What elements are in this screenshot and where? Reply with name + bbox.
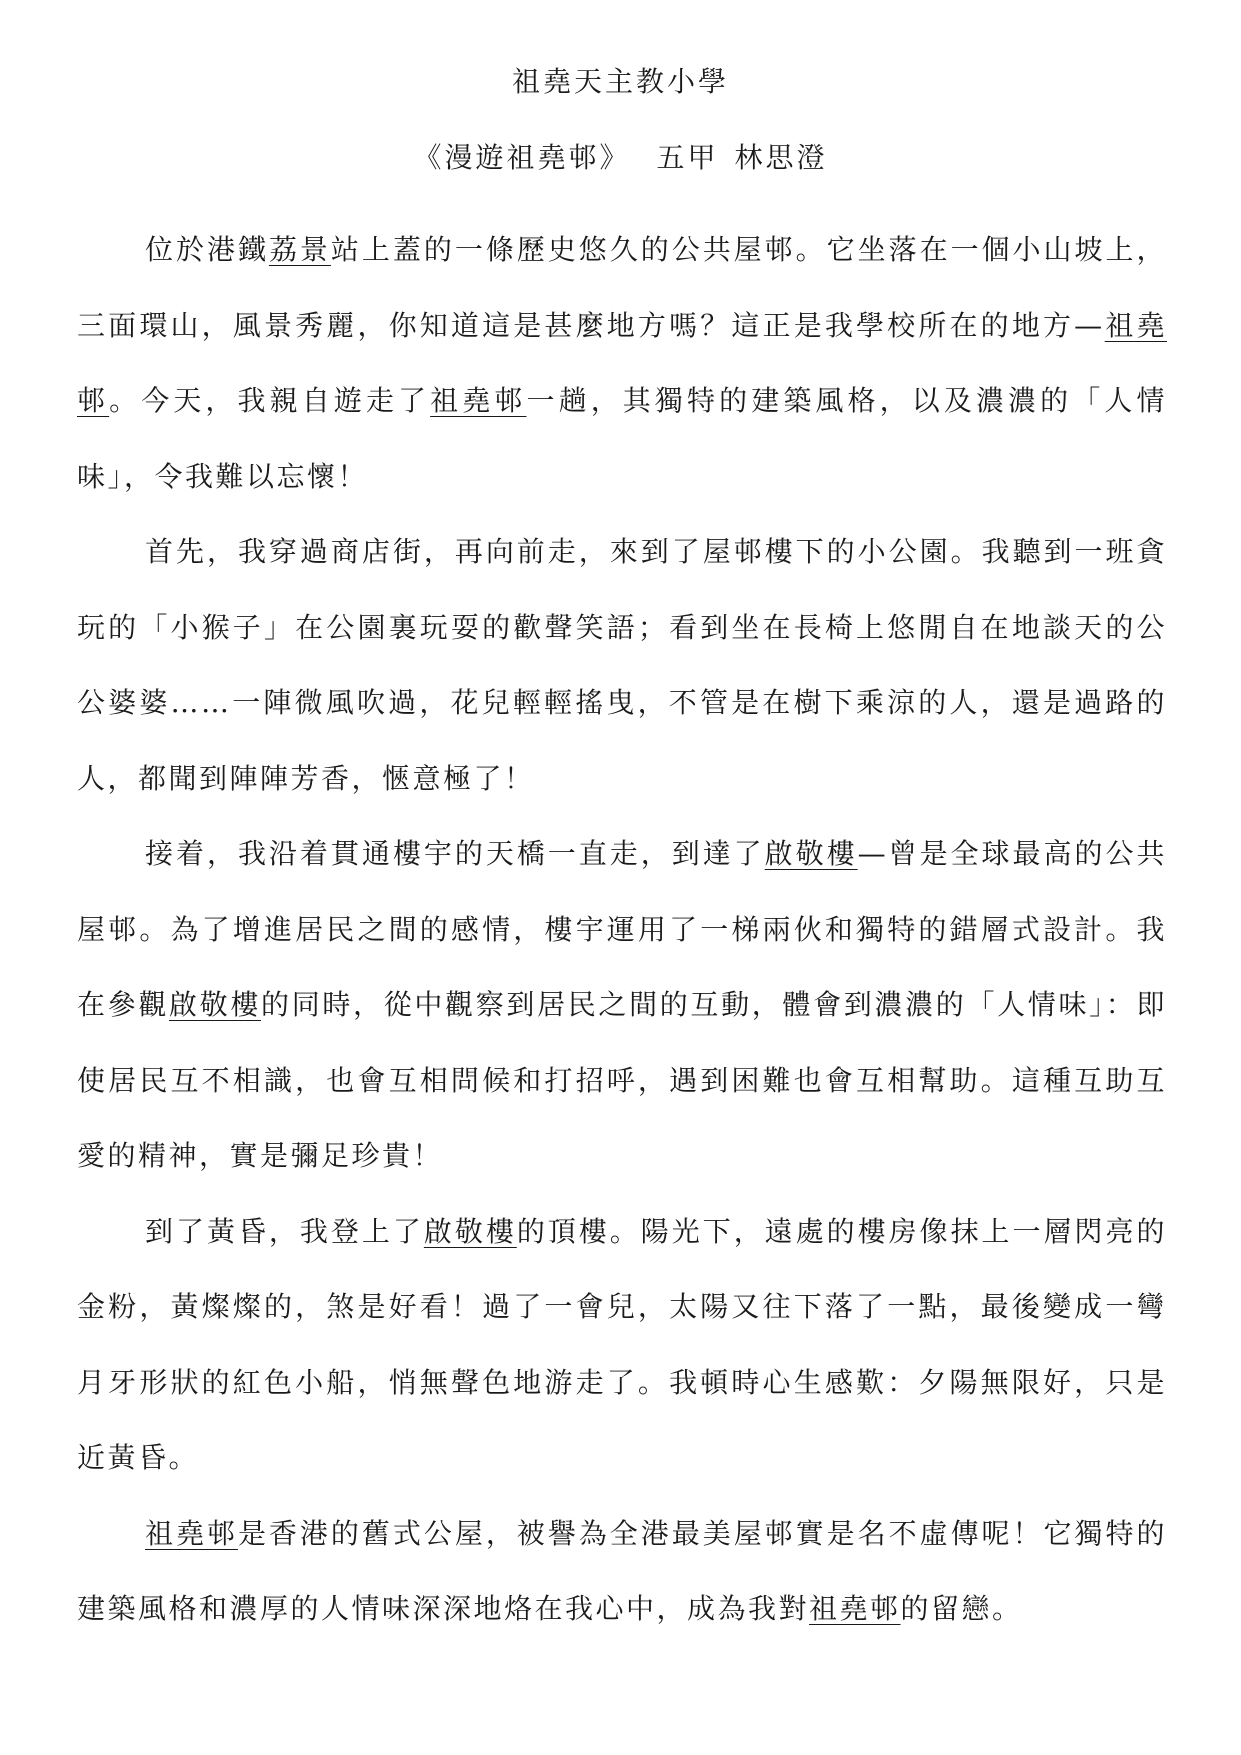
proper-noun: 啟敬樓 xyxy=(764,837,858,870)
essay-paragraph xyxy=(77,1496,1167,1647)
essay-paragraph xyxy=(77,212,1167,514)
school-name: 祖堯天主教小學 xyxy=(511,65,729,98)
essay-title: 《漫遊祖堯邨》 xyxy=(413,141,631,174)
paragraph-text: 的同時，從中觀察到居民之間的互動，體會到濃濃的「人情味」：即使居民互不相識，也會互相問候和打招呼，遇到困難也會互相幫助。這種互助互愛的精神，實是彌足珍貴！ xyxy=(77,988,1167,1172)
proper-noun: 祖堯邨 xyxy=(430,384,527,417)
class-name: 五甲 xyxy=(656,141,719,174)
paragraph-text: 的頂樓。陽光下，遠處的樓房像抹上一層閃亮的金粉，黃燦燦的，煞是好看！過了一會兒，太陽又往下落了一點，最後變成一彎月牙形狀的紅色小船，悄無聲色地游走了。我頓時心生感歎：夕陽無限好，只是近黃昏。 xyxy=(77,1214,1167,1474)
essay-body xyxy=(77,212,1167,1647)
proper-noun: 祖堯邨 xyxy=(809,1592,901,1625)
essay-heading xyxy=(0,138,1241,178)
proper-noun: 祖堯邨 xyxy=(77,308,1167,417)
paragraph-text: 一趟，其獨特的建築風格，以及濃濃的「人情味」，令我難以忘懷！ xyxy=(77,384,1167,493)
author-name: 林思澄 xyxy=(734,141,828,174)
essay-paragraph xyxy=(77,1194,1167,1496)
paragraph-text: 位於港鐵 xyxy=(145,233,269,266)
proper-noun: 荔景 xyxy=(268,233,331,266)
essay-paragraph xyxy=(77,514,1167,816)
paragraph-text: 是香港的舊式公屋，被譽為全港最美屋邨實是名不虛傳呢！它獨特的建築風格和濃厚的人情味深深地烙在我心中，成為我對 xyxy=(77,1516,1167,1625)
proper-noun: 祖堯邨 xyxy=(145,1516,238,1550)
paragraph-text: 站上蓋的一條歷史悠久的公共屋邨。它坐落在一個小山坡上，三面環山，風景秀麗，你知道這是甚麼地方嗎？這正是我學校所在的地方— xyxy=(77,233,1167,342)
paragraph-text: 到了黃昏，我登上了 xyxy=(145,1214,424,1248)
essay-paragraph xyxy=(77,816,1167,1194)
paragraph-text: —曾是全球最高的公共屋邨。為了增進居民之間的感情，樓宇運用了一梯兩伙和獨特的錯層式設計。我在參觀 xyxy=(77,837,1167,1021)
proper-noun: 啟敬樓 xyxy=(423,1214,517,1248)
paragraph-text: 首先，我穿過商店街，再向前走，來到了屋邨樓下的小公園。我聽到一班貪玩的「小猴子」在公園裏玩耍的歡聲笑語；看到坐在長椅上悠閒自在地談天的公公婆婆……一陣微風吹過，花兒輕輕搖曳，不管是在樹下乘涼的人，還是過路的人，都聞到陣陣芳香，愜意極了！ xyxy=(77,535,1167,795)
paragraph-text: 的留戀。 xyxy=(900,1592,1023,1625)
paragraph-text: 。今天，我親自遊走了 xyxy=(109,384,431,417)
paragraph-text: 接着，我沿着貫通樓宇的天橋一直走，到達了 xyxy=(145,837,765,870)
proper-noun: 啟敬樓 xyxy=(169,988,262,1021)
